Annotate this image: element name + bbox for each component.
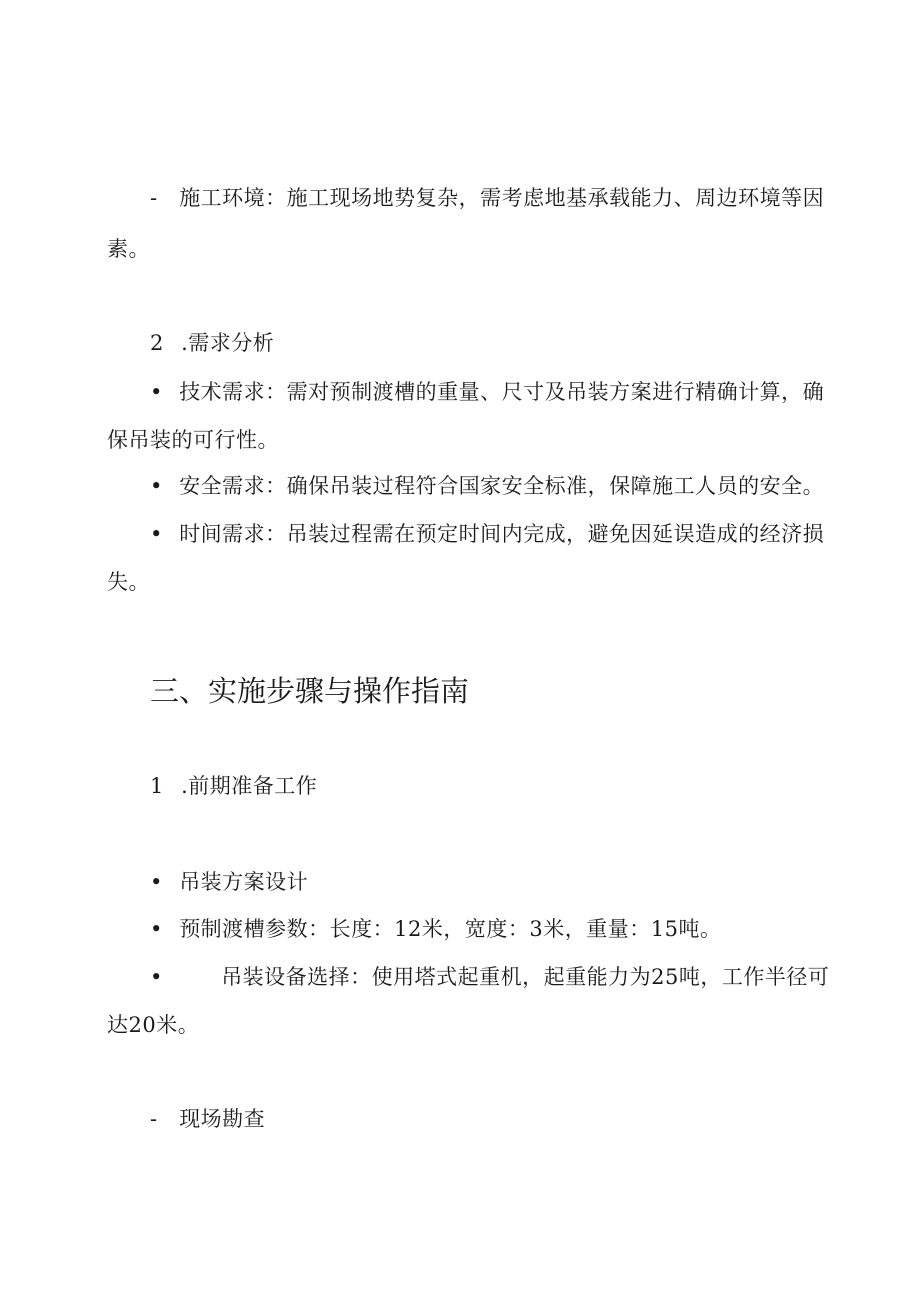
bullet-marker: • [150, 870, 163, 894]
env-text-line-2: 素。 [107, 237, 150, 261]
prep-item-3-cont [107, 1010, 199, 1040]
bullet-marker: • [150, 522, 163, 546]
prep-item-2-text: 预制渡槽参数：长度：12米，宽度：3米，重量：15吨。 [179, 917, 722, 941]
bullet-marker: • [150, 917, 163, 941]
needs-item-2-line-1: 安全需求：确保吊装过程符合国家安全标准，保障施工人员的安全。 [179, 474, 825, 498]
bullet-marker: • [150, 965, 163, 989]
env-text-line-1: 施工环境：施工现场地势复杂，需考虑地基承载能力、周边环境等因 [179, 186, 825, 210]
needs-title: .需求分析 [181, 331, 275, 355]
bullet-marker: • [150, 474, 163, 498]
prep-title: .前期准备工作 [181, 774, 318, 798]
needs-item-3 [150, 519, 824, 549]
prep-item-3 [150, 962, 829, 992]
needs-item-1-line-2: 保吊装的可行性。 [107, 428, 279, 452]
needs-item-3-cont [107, 567, 150, 597]
needs-item-3-line-2: 失。 [107, 570, 150, 594]
prep-item-3-line-2: 达20米。 [107, 1013, 200, 1037]
prep-heading [150, 771, 317, 801]
prep-item-3-line-1: 吊装设备选择：使用塔式起重机，起重能力为25吨，工作半径可 [221, 965, 830, 989]
prep-number: 1 [150, 774, 164, 798]
survey-heading [150, 1104, 265, 1134]
env-line-1 [150, 183, 824, 213]
prep-item-2 [150, 914, 722, 944]
env-line-2 [107, 234, 150, 264]
needs-item-1-cont [107, 425, 279, 455]
needs-item-1-line-1: 技术需求：需对预制渡槽的重量、尺寸及吊装方案进行精确计算，确 [179, 380, 825, 404]
survey-label: 现场勘查 [179, 1107, 266, 1131]
bullet-marker: • [150, 380, 163, 404]
prep-item-1 [150, 867, 308, 897]
needs-item-2 [150, 471, 824, 501]
prep-item-1-text: 吊装方案设计 [179, 870, 309, 894]
needs-item-1 [150, 377, 824, 407]
needs-number: 2 [150, 331, 164, 355]
needs-item-3-line-1: 时间需求：吊装过程需在预定时间内完成，避免因延误造成的经济损 [179, 522, 825, 546]
section-3-heading: 三、实施步骤与操作指南 [150, 674, 470, 708]
dash-marker: - [150, 186, 158, 210]
needs-heading [150, 328, 274, 358]
dash-marker: - [150, 1107, 158, 1131]
